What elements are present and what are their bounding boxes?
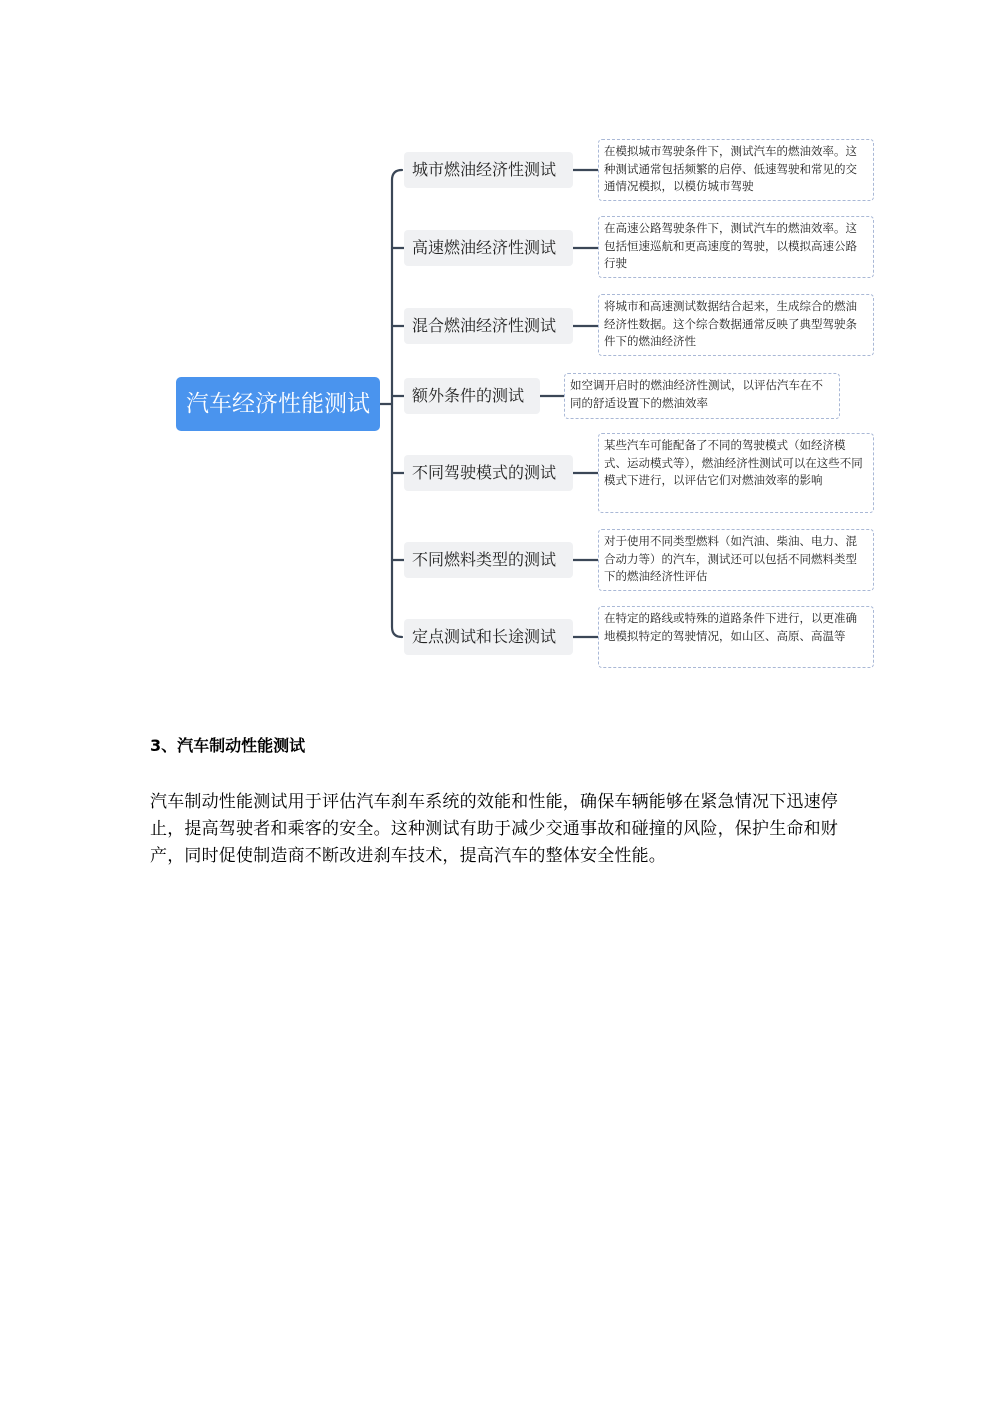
detail-fuel-types: 对于使用不同类型燃料（如汽油、柴油、电力、混合动力等）的汽车，测试还可以包括不同燃料类型下的燃油经济性评估: [598, 529, 874, 591]
detail-highway-fuel: 在高速公路驾驶条件下，测试汽车的燃油效率。这包括恒速巡航和更高速度的驾驶，以模拟高速公路行驶: [598, 216, 874, 278]
branch-highway-fuel: 高速燃油经济性测试: [404, 230, 573, 266]
branch-fuel-types: 不同燃料类型的测试: [404, 542, 573, 578]
detail-drive-modes: 某些汽车可能配备了不同的驾驶模式（如经济模式、运动模式等），燃油经济性测试可以在这些不同模式下进行，以评估它们对燃油效率的影响: [598, 433, 874, 513]
branch-city-fuel: 城市燃油经济性测试: [404, 152, 573, 188]
branch-extra-conditions: 额外条件的测试: [404, 378, 540, 414]
detail-combined-fuel: 将城市和高速测试数据结合起来，生成综合的燃油经济性数据。这个综合数据通常反映了典型驾驶条件下的燃油经济性: [598, 294, 874, 356]
section-paragraph: 汽车制动性能测试用于评估汽车刹车系统的效能和性能，确保车辆能够在紧急情况下迅速停止，提高驾驶者和乘客的安全。这种测试有助于减少交通事故和碰撞的风险，保护生命和财产，同时促使制造商不断改进刹车技术，提高汽车的整体安全性能。: [150, 792, 838, 866]
section-heading: 3、汽车制动性能测试: [150, 736, 306, 755]
mind-map-root: 汽车经济性能测试: [176, 377, 380, 431]
detail-city-fuel: 在模拟城市驾驶条件下，测试汽车的燃油效率。这种测试通常包括频繁的启停、低速驾驶和常见的交通情况模拟，以模仿城市驾驶: [598, 139, 874, 201]
detail-fixed-long-route: 在特定的路线或特殊的道路条件下进行，以更准确地模拟特定的驾驶情况，如山区、高原、高温等: [598, 606, 874, 668]
detail-extra-conditions: 如空调开启时的燃油经济性测试，以评估汽车在不同的舒适设置下的燃油效率: [564, 373, 840, 419]
mind-map: [0, 0, 992, 700]
branch-drive-modes: 不同驾驶模式的测试: [404, 455, 573, 491]
branch-combined-fuel: 混合燃油经济性测试: [404, 308, 573, 344]
branch-fixed-long-route: 定点测试和长途测试: [404, 619, 573, 655]
connector-trunk: [392, 170, 402, 637]
